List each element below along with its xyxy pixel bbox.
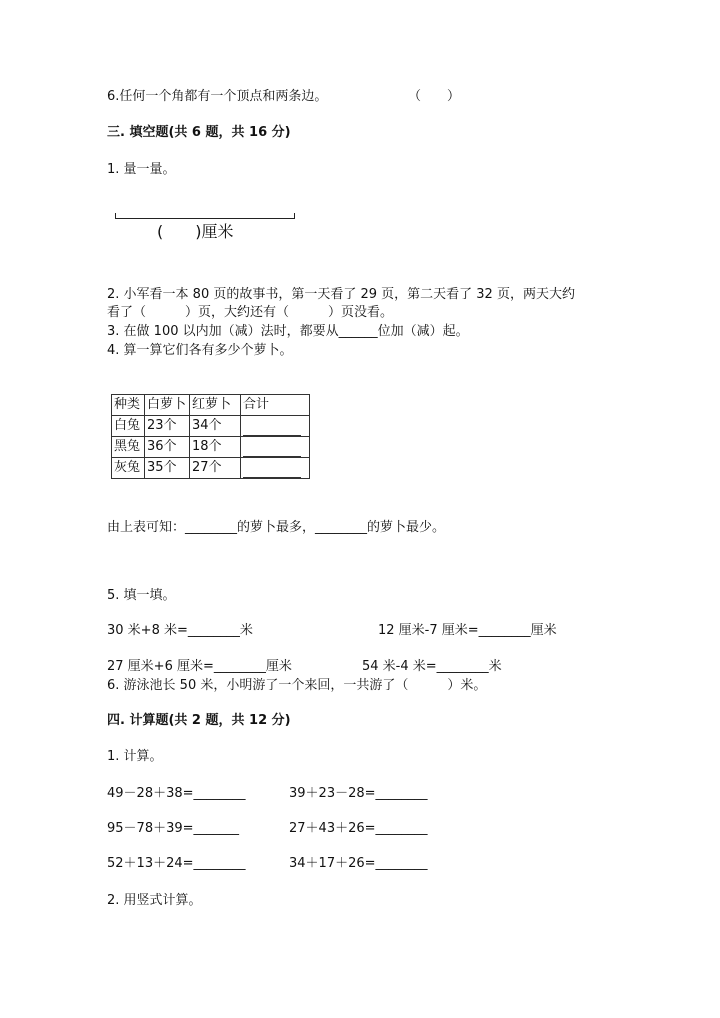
s3-q1: 1. 量一量。 [107,162,176,177]
ruler-caption: ( )厘米 [157,222,234,241]
table-cell: 35个 [145,458,190,479]
calc-item: 49－28＋38=________ [107,786,246,801]
table-cell: 23个 [145,416,190,437]
s3-q5-a: 30 米+8 米=________米 [107,623,253,638]
ruler-line-figure [115,207,295,219]
carrot-table [111,394,310,479]
table-row [112,437,310,458]
table-row [112,416,310,437]
table-blank-cell [241,437,310,458]
s3-q5-b: 12 厘米-7 厘米=________厘米 [378,623,557,638]
table-header-cell: 红萝卜 [190,395,241,416]
ruler-line [115,218,295,219]
table-blank-cell [241,416,310,437]
table-header-cell: 白萝卜 [145,395,190,416]
answer-blank [243,423,301,436]
calc-item: 27＋43＋26=________ [289,821,428,836]
ruler-tick-left [115,213,116,219]
calc-item: 34＋17＋26=________ [289,856,428,871]
table-cell: 27个 [190,458,241,479]
s3-q4: 4. 算一算它们各有多少个萝卜。 [107,343,293,358]
s3-q6: 6. 游泳池长 50 米，小明游了一个来回，一共游了（ ）米。 [107,678,487,693]
answer-blank [243,444,301,457]
s3-q2-line2: 看了（ ）页，大约还有（ ）页没看。 [107,305,394,320]
section4-heading: 四. 计算题(共 2 题，共 12 分) [107,713,291,728]
judge-q6-paren: （ ） [408,89,461,104]
table-cell: 黑兔 [112,437,145,458]
s3-q5: 5. 填一填。 [107,588,176,603]
section3-heading: 三. 填空题(共 6 题，共 16 分) [107,125,291,140]
judge-q6-text: 6.任何一个角都有一个顶点和两条边。 [107,89,328,104]
table-header-cell: 种类 [112,395,145,416]
calc-item: 39＋23－28=________ [289,786,428,801]
calc-item: 52＋13＋24=________ [107,856,246,871]
answer-blank [243,465,301,478]
s4-q2: 2. 用竖式计算。 [107,893,202,908]
s3-q5-c: 27 厘米+6 厘米=________厘米 [107,659,292,674]
table-cell: 36个 [145,437,190,458]
table-header-cell: 合计 [241,395,310,416]
s3-q2-line1: 2. 小军看一本 80 页的故事书，第一天看了 29 页，第二天看了 32 页，两天大约 [107,287,575,302]
table-cell: 18个 [190,437,241,458]
s4-q1: 1. 计算。 [107,749,163,764]
table-cell: 白兔 [112,416,145,437]
judge-q6 [107,88,327,106]
s3-q3: 3. 在做 100 以内加（减）法时，都要从______位加（减）起。 [107,324,469,339]
table-cell: 灰兔 [112,458,145,479]
calc-item: 95－78＋39=_______ [107,821,240,836]
s3-q4-conclusion: 由上表可知：________的萝卜最多，________的萝卜最少。 [107,520,446,535]
table-header-row [112,395,310,416]
ruler-tick-right [294,213,295,219]
table-cell: 34个 [190,416,241,437]
table-row [112,458,310,479]
s3-q5-d: 54 米-4 米=________米 [362,659,502,674]
table-blank-cell [241,458,310,479]
